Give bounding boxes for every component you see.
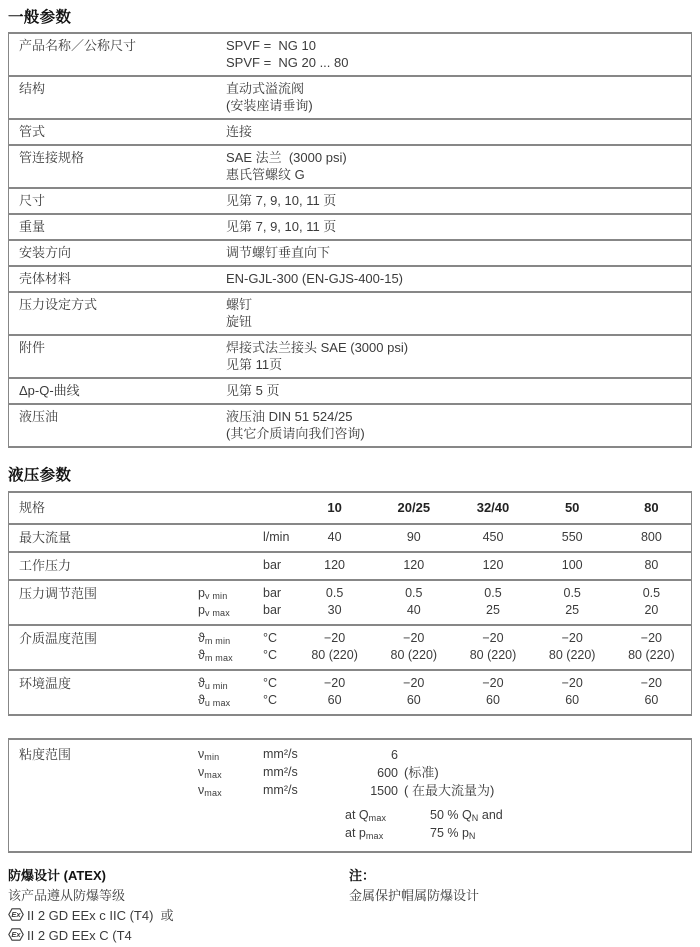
- row-value: 调节螺钉垂直向下: [226, 245, 331, 260]
- unit-cell: °C: [263, 648, 278, 662]
- unit-cell: bar: [263, 558, 282, 572]
- row-value: 惠氏管螺纹 G: [226, 167, 305, 182]
- row-value: 见第 7, 9, 10, 11 页: [226, 193, 337, 208]
- row-label: 壳体材料: [19, 271, 72, 286]
- table-row: [9, 146, 691, 189]
- size-column-header: 32/40: [476, 500, 510, 515]
- value-cell: −20: [640, 676, 662, 690]
- table-row: [9, 241, 691, 267]
- value-cell: 80 (220): [628, 648, 675, 662]
- table-row: [9, 525, 691, 553]
- row-value: SPVF = NG 10: [226, 38, 316, 53]
- general-parameters-table: [8, 32, 692, 448]
- value-cell: 120: [403, 558, 425, 572]
- row-label: 液压油: [19, 409, 59, 424]
- atex-ex-icon: [8, 907, 24, 927]
- value-cell: 0.5: [642, 586, 661, 600]
- unit-cell: °C: [263, 631, 278, 645]
- row-label: 结构: [19, 81, 46, 96]
- row-label: Δp-Q-曲线: [19, 383, 80, 398]
- symbol-cell: $ϑ_{u min}$: [198, 676, 228, 691]
- row-value: 见第 7, 9, 10, 11 页: [226, 219, 337, 234]
- unit-cell: mm²/s: [263, 765, 298, 779]
- value-cell: 800: [640, 530, 662, 544]
- row-label: 管式: [19, 124, 46, 139]
- hydraulic-parameters-table: [8, 491, 692, 716]
- row-label: 最大流量: [19, 530, 72, 545]
- row-label: 安装方向: [19, 245, 72, 260]
- table-row: [9, 120, 691, 146]
- value-cell: 60: [327, 693, 342, 707]
- value-cell: 60: [644, 693, 659, 707]
- table-row: [9, 293, 691, 336]
- row-label: 环境温度: [19, 676, 72, 691]
- value-cell: 550: [561, 530, 583, 544]
- row-value: 见第 5 页: [226, 383, 280, 398]
- value-cell: 80 (220): [311, 648, 358, 662]
- value-cell: −20: [640, 631, 662, 645]
- value-cell: −20: [323, 676, 346, 690]
- unit-cell: °C: [263, 676, 278, 690]
- table-row: [9, 405, 691, 446]
- row-label: 产品名称／公称尺寸: [19, 38, 137, 53]
- value-cell: 100: [561, 558, 583, 572]
- table-row: [9, 34, 691, 77]
- table-header-row: [9, 493, 691, 525]
- table-row: [9, 553, 691, 581]
- table-row: [9, 77, 691, 120]
- table-row: [9, 740, 691, 851]
- row-value: EN-GJL-300 (EN-GJS-400-15): [226, 271, 403, 286]
- unit-cell: °C: [263, 693, 278, 707]
- row-value: SAE 法兰 (3000 psi): [226, 150, 347, 165]
- symbol-cell: $ϑ_{m max}$: [198, 648, 233, 663]
- table-row: [9, 626, 691, 671]
- value-cell: 40: [406, 603, 421, 617]
- row-value: SPVF = NG 20 ... 80: [226, 55, 349, 70]
- value-cell: 600 (标准): [377, 765, 439, 780]
- table-row: [9, 671, 691, 714]
- value-cell: 0.5: [484, 586, 502, 600]
- size-column-header: 50: [564, 500, 580, 515]
- value-cell: −20: [403, 631, 425, 645]
- value-cell: −20: [403, 676, 425, 690]
- size-column-header: 20/25: [397, 500, 431, 515]
- row-value: 液压油 DIN 51 524/25: [226, 409, 353, 424]
- table-row: [9, 215, 691, 241]
- value-cell: 6: [391, 748, 398, 762]
- value-cell: 60: [406, 693, 421, 707]
- unit-cell: l/min: [263, 530, 290, 544]
- value-cell: 40: [327, 530, 342, 544]
- symbol-cell: $p_{v min}$: [198, 586, 228, 601]
- table-row: [9, 581, 691, 626]
- unit-cell: bar: [263, 586, 282, 600]
- value-cell: 25: [565, 603, 580, 617]
- viscosity-notes: [193, 806, 691, 842]
- row-value: (安装座请垂询): [226, 98, 313, 113]
- row-label: 尺寸: [19, 193, 46, 208]
- row-label: 粘度范围: [19, 747, 72, 762]
- value-cell: 450: [482, 530, 504, 544]
- row-value: 见第 11页: [226, 357, 283, 372]
- value-cell: 80 (220): [469, 648, 517, 662]
- table-row: [9, 336, 691, 379]
- value-cell: 1500 ( 在最大流量为): [370, 783, 495, 798]
- unit-cell: bar: [263, 603, 282, 617]
- general-section-title: 一般参数: [8, 9, 72, 26]
- atex-class-line: [8, 926, 349, 946]
- unit-cell: mm²/s: [263, 747, 298, 761]
- atex-block: [8, 866, 349, 946]
- value-cell: 80: [644, 558, 659, 572]
- value-cell: 60: [565, 693, 580, 707]
- note-block: [349, 866, 692, 946]
- row-value: 直动式溢流阀: [226, 81, 305, 96]
- value-cell: 60: [486, 693, 500, 707]
- atex-class-text: II 2 GD EEx c IIC (T4) 或: [27, 908, 174, 923]
- atex-class-line: [8, 906, 349, 926]
- table-row: [9, 189, 691, 215]
- value-cell: −20: [482, 631, 504, 645]
- value-cell: 20: [644, 603, 659, 617]
- value-cell: 0.5: [325, 586, 344, 600]
- symbol-cell: $ϑ_{u max}$: [198, 693, 231, 708]
- value-cell: −20: [561, 631, 583, 645]
- symbol-cell: $\nu_{max}$: [198, 783, 222, 798]
- table-row: [9, 267, 691, 293]
- svg-text:Ex: Ex: [11, 910, 21, 919]
- viscosity-table: [8, 738, 692, 853]
- note-line: at $Q_{max}$ 50 % $Q_N$ and: [345, 808, 503, 823]
- value-cell: 25: [486, 603, 500, 617]
- row-label: 压力调节范围: [19, 586, 98, 601]
- size-column-header: 10: [327, 500, 342, 515]
- row-value: (其它介质请向我们咨询): [226, 426, 365, 441]
- value-cell: 30: [327, 603, 342, 617]
- row-value: 焊接式法兰接头 SAE (3000 psi): [226, 340, 409, 355]
- row-label: 重量: [19, 219, 46, 234]
- atex-ex-icon: [8, 927, 24, 947]
- value-cell: 80 (220): [390, 648, 438, 662]
- row-value: 螺钉: [226, 297, 253, 312]
- value-cell: 120: [324, 558, 346, 572]
- hydraulic-section-title: 液压参数: [8, 467, 72, 484]
- row-label: 规格: [19, 500, 46, 515]
- symbol-cell: $\nu_{max}$: [198, 765, 222, 780]
- value-cell: 120: [482, 558, 504, 572]
- footer: [8, 866, 692, 946]
- value-cell: 0.5: [563, 586, 581, 600]
- row-label: 介质温度范围: [19, 631, 98, 646]
- value-cell: 80 (220): [548, 648, 596, 662]
- size-column-header: 80: [644, 500, 659, 515]
- row-value: 旋钮: [226, 314, 253, 329]
- value-cell: −20: [482, 676, 504, 690]
- symbol-cell: $\nu_{min}$: [198, 747, 220, 762]
- atex-text: 该产品遵从防爆等级: [8, 888, 126, 903]
- symbol-cell: $ϑ_{m min}$: [198, 631, 231, 646]
- value-cell: −20: [323, 631, 346, 645]
- row-value: 连接: [226, 124, 253, 139]
- atex-class-text: II 2 GD EEx C (T4: [27, 928, 132, 943]
- note-text: 金属保护帽属防爆设计: [349, 888, 480, 903]
- row-label: 管连接规格: [19, 150, 85, 165]
- svg-text:Ex: Ex: [11, 930, 21, 939]
- note-title: 注：: [349, 868, 376, 883]
- value-cell: −20: [561, 676, 583, 690]
- table-row: [9, 379, 691, 405]
- atex-title: 防爆设计 (ATEX): [8, 868, 106, 883]
- value-cell: 90: [406, 530, 421, 544]
- row-label: 附件: [19, 340, 46, 355]
- row-label: 工作压力: [19, 558, 72, 573]
- value-cell: 0.5: [405, 586, 423, 600]
- note-line: at $p_{max}$ 75 % $p_N$: [345, 826, 476, 841]
- symbol-cell: $p_{v max}$: [198, 603, 230, 618]
- unit-cell: mm²/s: [263, 783, 298, 797]
- row-label: 压力设定方式: [19, 297, 98, 312]
